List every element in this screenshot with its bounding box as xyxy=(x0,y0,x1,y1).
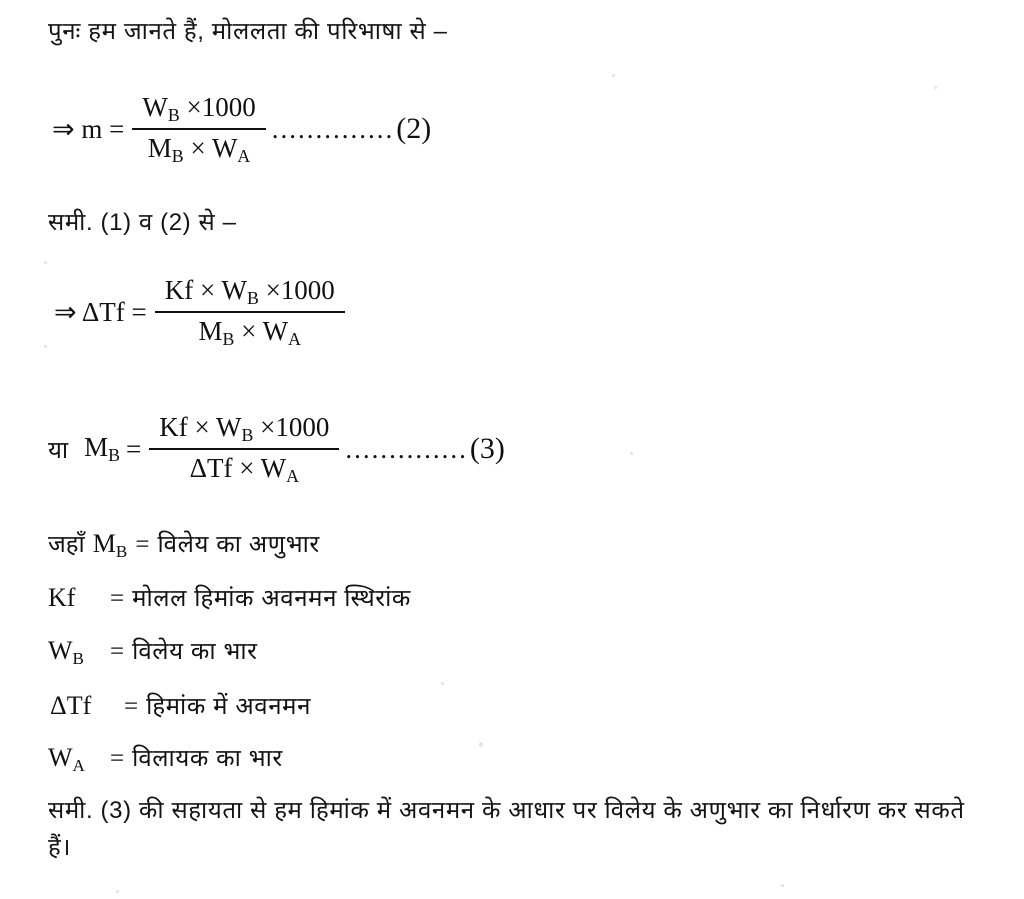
paper-speck xyxy=(116,890,119,893)
definition-symbol: $M_B$ xyxy=(92,529,128,561)
paper-speck xyxy=(44,345,47,348)
definition-text: मोलल हिमांक अवनमन स्थिरांक xyxy=(132,585,411,612)
definition-row xyxy=(48,634,258,669)
definition-symbol: $W_A$ xyxy=(48,743,85,775)
equation-delta-tf-denominator: $M_B \times W_A$ xyxy=(198,315,302,349)
equation-2-denominator: $M_B \times W_A$ xyxy=(147,132,251,166)
definition-prefix: जहाँ xyxy=(48,531,85,558)
equation-3-lead-hindi: या xyxy=(48,436,69,464)
definition-row xyxy=(48,581,411,616)
definition-text: विलायक का भार xyxy=(132,745,283,772)
paper-speck xyxy=(630,452,633,455)
definition-row xyxy=(50,689,311,724)
equation-2-lead: ⇒ m = xyxy=(52,113,125,144)
equation-3-dots: .............. xyxy=(345,433,468,464)
equation-3-denominator: $\Delta Tf \times W_A$ xyxy=(189,452,300,486)
definition-row xyxy=(48,741,283,776)
equation-delta-tf-fraction xyxy=(153,275,347,350)
paper-speck xyxy=(934,86,937,89)
definition-equals: = xyxy=(135,531,150,558)
paper-speck xyxy=(479,742,483,747)
definition-row xyxy=(48,527,320,562)
paper-speck xyxy=(781,884,784,887)
definition-symbol: Kf xyxy=(48,583,76,612)
definition-text: विलेय का अणुभार xyxy=(157,531,320,558)
equation-2-numerator: $W_B \times 1000$ xyxy=(142,92,256,125)
equation-3-numerator: $Kf \times W_B \times 1000$ xyxy=(159,412,330,445)
equation-3-equals: = xyxy=(126,433,142,464)
paper-speck xyxy=(441,682,444,685)
paper-speck xyxy=(612,74,615,77)
definition-equals: = xyxy=(110,638,125,665)
equation-3-number: (3) xyxy=(469,432,505,466)
equation-3-symbol: $M_B$ xyxy=(84,432,121,466)
equation-2-number: (2) xyxy=(396,112,432,146)
equation-2 xyxy=(52,92,431,167)
definition-symbol: ΔTf xyxy=(50,691,92,720)
equation-2-dots: .............. xyxy=(271,113,395,144)
equation-2-fraction xyxy=(130,92,267,167)
equation-delta-tf xyxy=(54,275,347,350)
paper-speck xyxy=(44,261,47,264)
intro-line: पुनः हम जानते हैं, मोललता की परिभाषा से – xyxy=(48,18,448,45)
definition-equals: = xyxy=(110,585,125,612)
equation-3 xyxy=(48,412,505,487)
definition-equals: = xyxy=(110,745,125,772)
equation-delta-tf-lead: ⇒ ΔTf = xyxy=(54,296,147,327)
closing-paragraph: समी. (3) की सहायता से हम हिमांक में अवनमन के आधार पर विलेय के अणुभार का निर्धारण कर सकते हैं। xyxy=(48,797,965,862)
equation-delta-tf-numerator: $Kf \times W_B \times 1000$ xyxy=(164,275,335,308)
definition-equals: = xyxy=(124,693,139,720)
equation-3-fraction xyxy=(147,412,341,487)
from-equations-line: समी. (1) व (2) से – xyxy=(48,209,237,236)
definition-text: हिमांक में अवनमन xyxy=(146,693,312,720)
definition-text: विलेय का भार xyxy=(132,638,258,665)
definition-symbol: $W_B$ xyxy=(48,636,84,668)
